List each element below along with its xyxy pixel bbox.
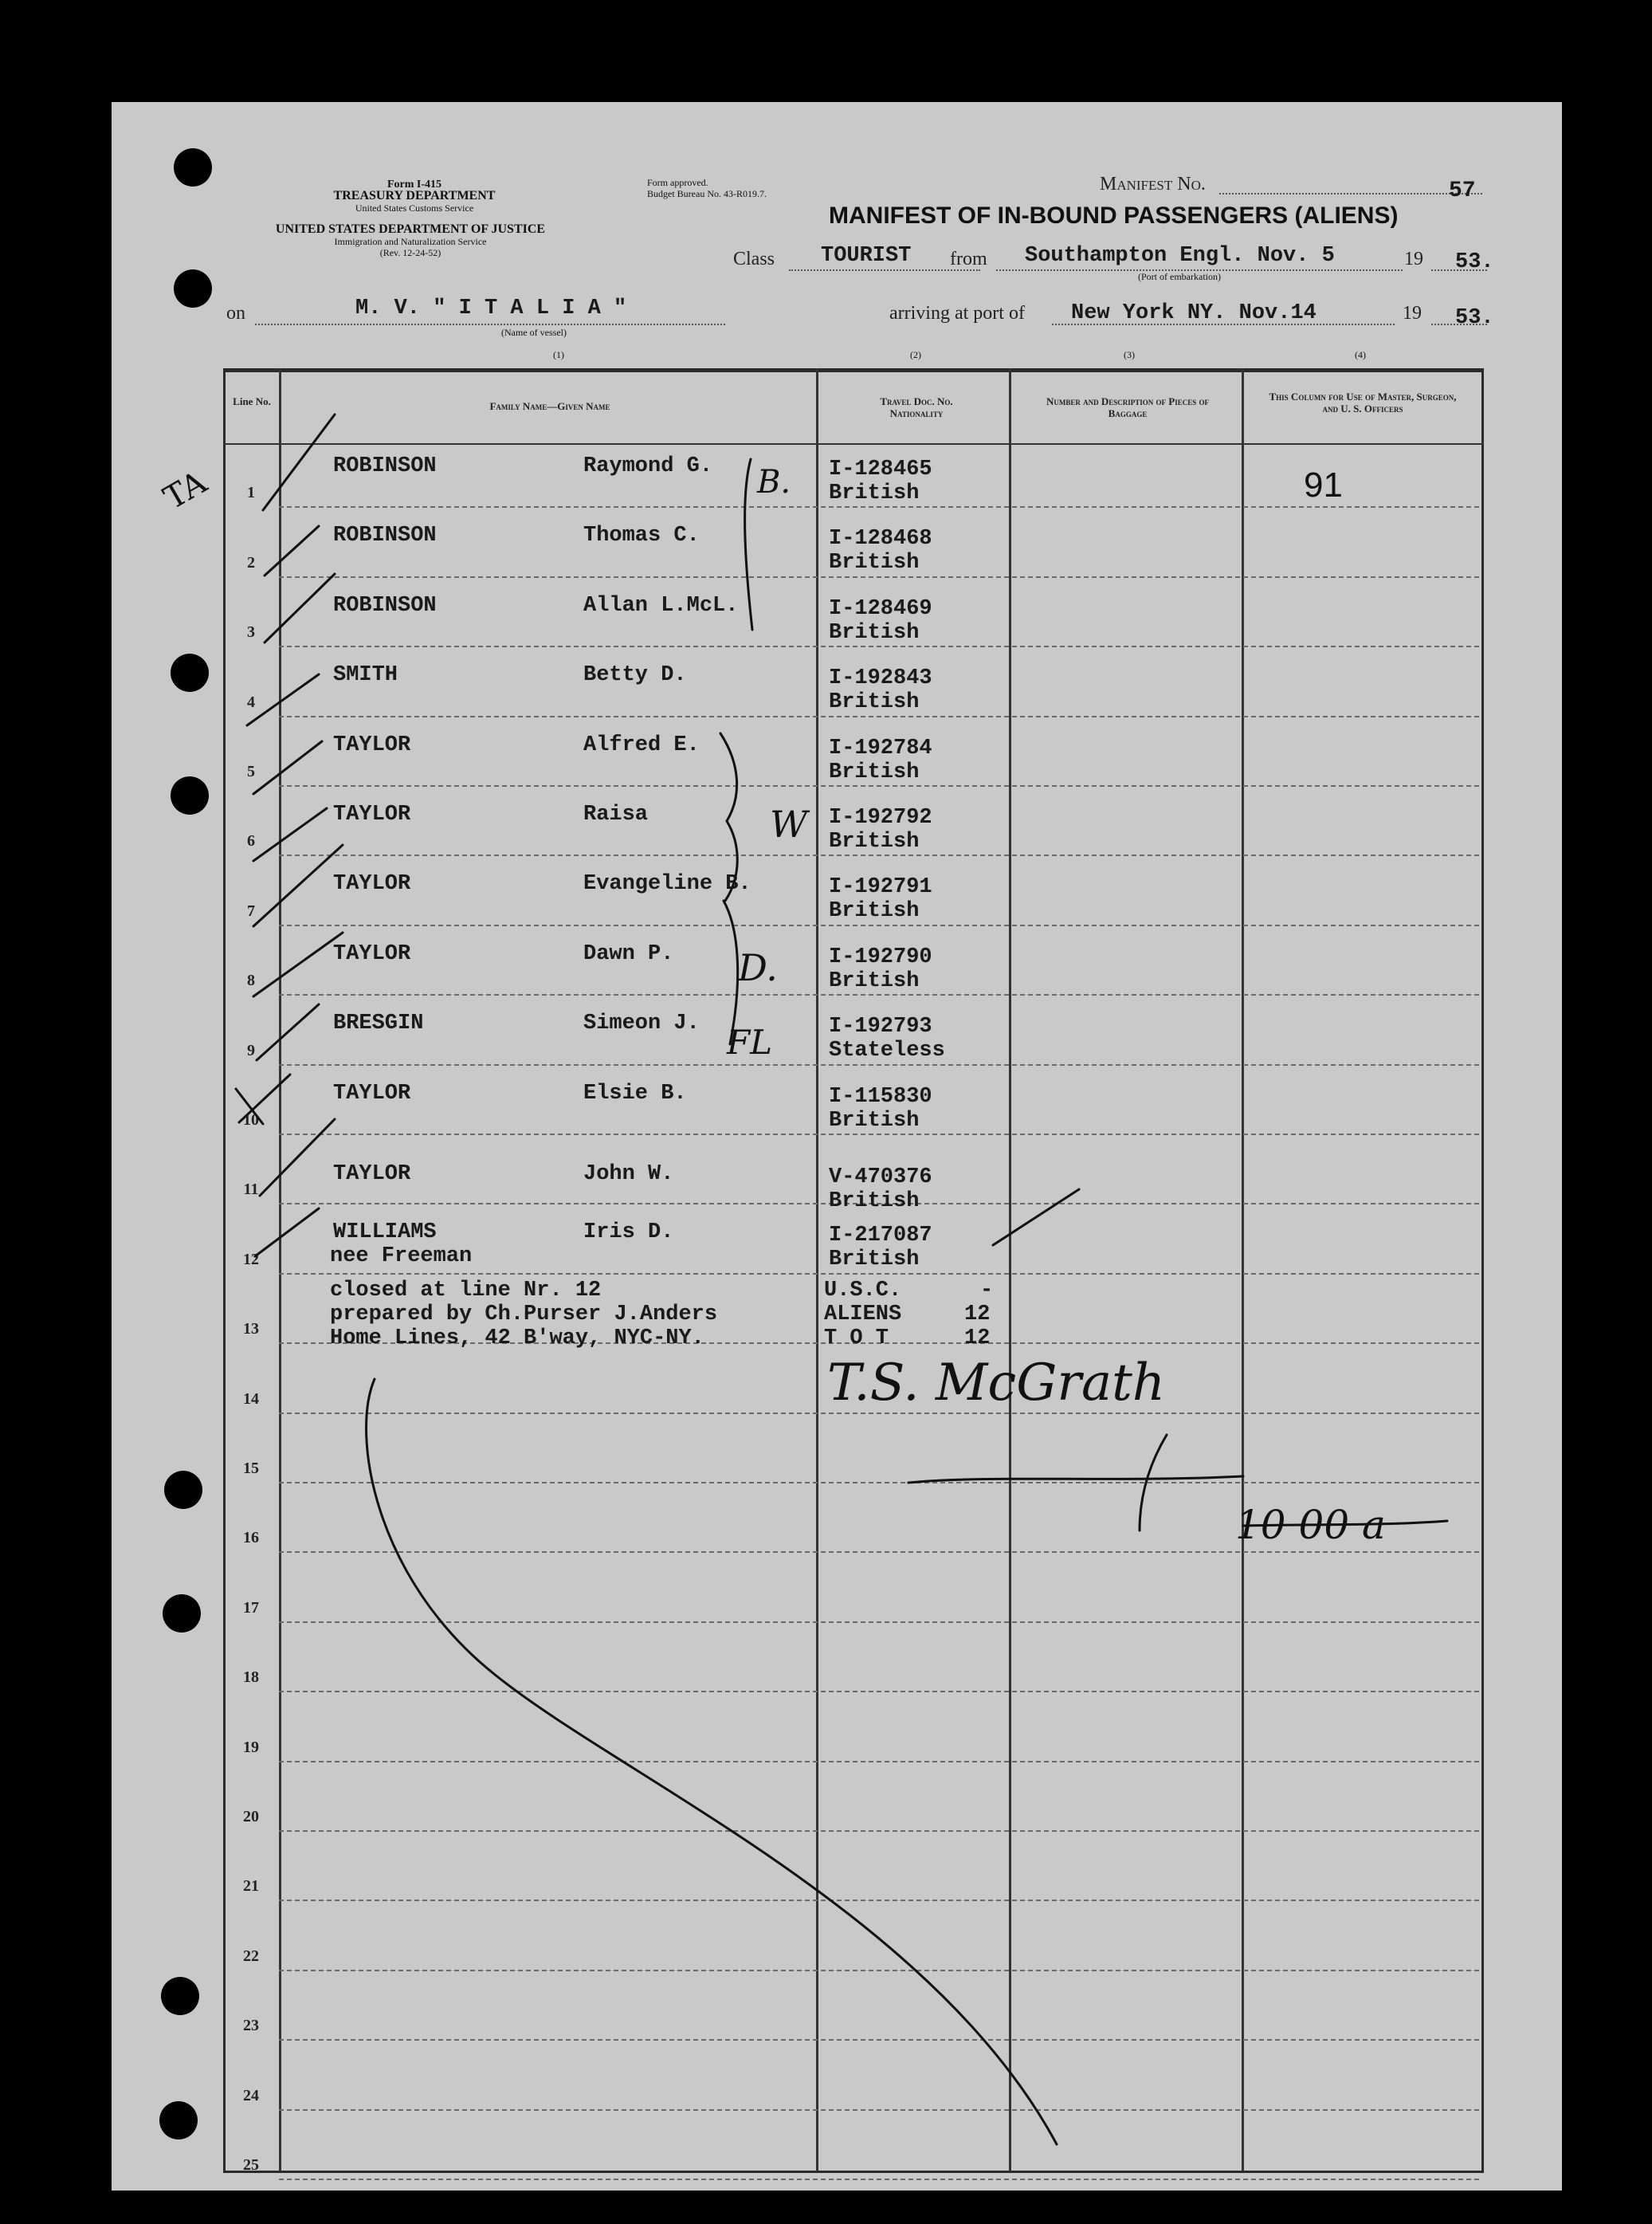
line-number: 3 xyxy=(247,623,255,642)
line-number: 25 xyxy=(243,2156,259,2174)
passenger-family-name: TAYLOR xyxy=(333,1081,411,1106)
line-number: 7 xyxy=(247,902,255,920)
nationality: British xyxy=(829,899,920,924)
passenger-given-name: Elsie B. xyxy=(583,1081,687,1106)
officer-signature: T.S. McGrath xyxy=(827,1354,1166,1413)
closing-line-1: closed at line Nr. 12 xyxy=(330,1279,602,1303)
line-number: 23 xyxy=(243,2017,259,2035)
passenger-family-name: TAYLOR xyxy=(333,803,411,827)
on-label: on xyxy=(226,303,245,324)
travel-doc-number: I-192793 xyxy=(829,1015,932,1039)
tot-label: T O T xyxy=(824,1326,889,1350)
column-number-1: (1) xyxy=(553,349,564,360)
passenger-given-name: Iris D. xyxy=(583,1220,674,1245)
nationality: British xyxy=(829,760,920,784)
line-number: 4 xyxy=(247,693,255,711)
column-number-3: (3) xyxy=(1124,349,1135,360)
line-number: 2 xyxy=(247,553,255,572)
annotation-d: D. xyxy=(738,946,778,989)
passenger-maiden-name: nee Freeman xyxy=(330,1244,473,1269)
line-number: 24 xyxy=(243,2086,259,2104)
passenger-given-name: Thomas C. xyxy=(583,524,700,548)
passenger-family-name: TAYLOR xyxy=(333,733,411,757)
embarkation-caption: (Port of embarkation) xyxy=(1138,271,1221,282)
line-number: 8 xyxy=(247,972,255,990)
passenger-family-name: TAYLOR xyxy=(333,941,411,966)
line-number: 14 xyxy=(243,1389,259,1408)
year-value: 53. xyxy=(1455,250,1494,274)
passenger-given-name: Dawn P. xyxy=(583,941,674,966)
travel-doc-number: I-192791 xyxy=(829,875,932,900)
class-value: TOURIST xyxy=(821,244,912,268)
annotation-b: B. xyxy=(757,464,791,501)
nationality: British xyxy=(829,969,920,993)
ins-service: Immigration and Naturalization Service xyxy=(334,236,487,247)
line-number: 9 xyxy=(247,1041,255,1059)
usc-label: U.S.C. xyxy=(824,1279,902,1303)
annotation-w: W xyxy=(770,803,808,846)
col-header-baggage: Number and Description of Pieces of Baggage xyxy=(1046,395,1209,419)
passenger-given-name: Evangeline B. xyxy=(583,872,751,897)
line-number: 10 xyxy=(243,1111,259,1129)
vessel-name: M. V. " I T A L I A " xyxy=(355,297,627,320)
revision: (Rev. 12-24-52) xyxy=(379,247,441,258)
line-number: 19 xyxy=(243,1738,259,1756)
line-number: 12 xyxy=(243,1250,259,1268)
line-number: 1 xyxy=(247,484,255,502)
travel-doc-number: V-470376 xyxy=(829,1165,932,1189)
year-label: 19 xyxy=(1404,249,1423,269)
vessel-caption: (Name of vessel) xyxy=(501,327,567,338)
passenger-family-name: ROBINSON xyxy=(333,454,437,478)
col-header-name: Family Name—Given Name xyxy=(489,400,610,412)
nationality: British xyxy=(829,620,920,645)
travel-doc-number: I-192784 xyxy=(829,736,932,760)
line-number: 16 xyxy=(243,1529,259,1547)
manifest-number: 57 xyxy=(1449,179,1476,203)
nationality: British xyxy=(829,690,920,715)
nationality: British xyxy=(829,1189,920,1213)
line-number: 20 xyxy=(243,1808,259,1825)
travel-doc-number: I-128465 xyxy=(829,458,932,481)
line-number: 17 xyxy=(243,1598,259,1617)
passenger-given-name: Raymond G. xyxy=(583,454,713,478)
passenger-family-name: TAYLOR xyxy=(333,872,411,897)
passenger-family-name: SMITH xyxy=(333,663,398,688)
line-number: 22 xyxy=(243,1947,259,1965)
passenger-given-name: Alfred E. xyxy=(583,733,700,757)
closing-line-2: prepared by Ch.Purser J.Anders xyxy=(330,1303,718,1326)
line-number: 21 xyxy=(243,1877,259,1896)
nationality: British xyxy=(829,481,920,505)
nationality: British xyxy=(829,1248,920,1272)
justice-dept: UNITED STATES DEPARTMENT OF JUSTICE xyxy=(275,222,546,236)
customs-service: United States Customs Service xyxy=(355,202,474,214)
nationality: British xyxy=(829,830,920,854)
form-approved: Form approved. xyxy=(647,177,708,188)
treasury-dept: TREASURY DEPARTMENT xyxy=(333,189,496,202)
arrival-year-value: 53. xyxy=(1455,306,1494,330)
travel-doc-number: I-217087 xyxy=(829,1224,932,1248)
aliens-value: 12 xyxy=(964,1303,991,1326)
arrival-value: New York NY. Nov.14 xyxy=(1071,301,1316,325)
officer-count: 91 xyxy=(1304,466,1343,505)
passenger-given-name: John W. xyxy=(583,1162,674,1186)
passenger-family-name: ROBINSON xyxy=(333,524,437,548)
time-note: 10 00 a xyxy=(1235,1502,1386,1548)
line-number: 18 xyxy=(243,1668,259,1687)
travel-doc-number: I-128469 xyxy=(829,596,932,621)
page-title: MANIFEST OF IN-BOUND PASSENGERS (ALIENS) xyxy=(829,202,1399,229)
tot-value: 12 xyxy=(964,1326,991,1350)
arriving-label: arriving at port of xyxy=(889,303,1025,324)
passenger-family-name: BRESGIN xyxy=(333,1012,424,1036)
travel-doc-number: I-192790 xyxy=(829,945,932,969)
line-number: 15 xyxy=(243,1460,259,1477)
nationality: British xyxy=(829,551,920,576)
arrival-year-label: 19 xyxy=(1403,303,1422,324)
passenger-given-name: Raisa xyxy=(583,803,649,827)
travel-doc-number: I-192792 xyxy=(829,806,932,830)
passenger-family-name: WILLIAMS xyxy=(333,1220,437,1245)
travel-doc-number: I-128468 xyxy=(829,527,932,552)
column-number-4: (4) xyxy=(1355,349,1366,360)
line-number: 6 xyxy=(247,832,255,851)
annotation-fl: FL xyxy=(727,1023,773,1062)
embarkation-value: Southampton Engl. Nov. 5 xyxy=(1025,244,1335,268)
budget-bureau: Budget Bureau No. 43-R019.7. xyxy=(647,188,767,199)
aliens-label: ALIENS xyxy=(824,1303,902,1326)
nationality: British xyxy=(829,1108,920,1133)
travel-doc-number: I-192843 xyxy=(829,666,932,691)
passenger-given-name: Simeon J. xyxy=(583,1012,700,1036)
travel-doc-number: I-115830 xyxy=(829,1084,932,1109)
passenger-given-name: Allan L.McL. xyxy=(583,593,739,618)
nationality: Stateless xyxy=(829,1039,945,1063)
class-label: Class xyxy=(733,249,775,269)
from-label: from xyxy=(950,249,987,269)
usc-value: - xyxy=(980,1279,994,1303)
col-header-doc: Travel Doc. No. Nationality xyxy=(880,395,953,419)
col-header-officers: This Column for Use of Master, Surgeon, and U. S. Officers xyxy=(1269,391,1457,415)
line-number: 11 xyxy=(243,1181,259,1199)
column-number-2: (2) xyxy=(910,349,921,360)
closing-line-3: Home Lines, 42 B'way, NYC-NY. xyxy=(330,1326,704,1350)
line-number: 13 xyxy=(243,1320,259,1338)
form-number: Form I-415 xyxy=(387,179,442,191)
manifest-no-label: Manifest No. xyxy=(1100,174,1206,195)
margin-mark: TA xyxy=(158,464,214,517)
passenger-family-name: TAYLOR xyxy=(333,1162,411,1186)
col-header-line: Line No. xyxy=(233,395,271,407)
passenger-family-name: ROBINSON xyxy=(333,593,437,618)
passenger-given-name: Betty D. xyxy=(583,663,687,688)
line-number: 5 xyxy=(247,763,255,780)
